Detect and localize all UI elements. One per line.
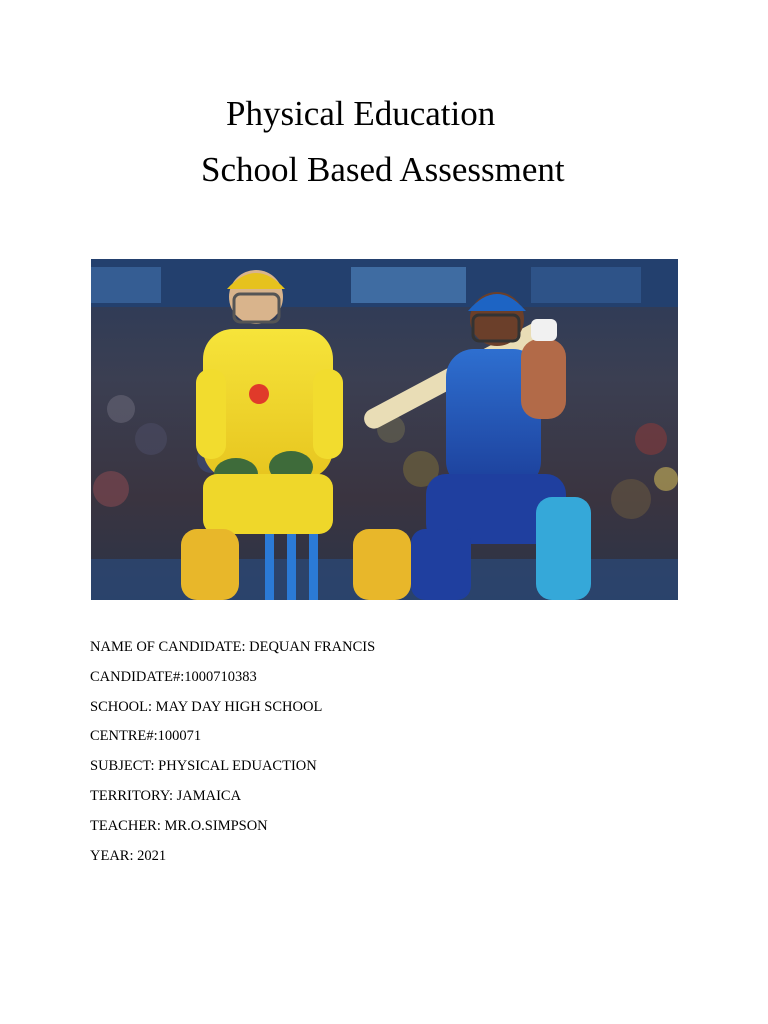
detail-line [90,819,375,849]
title-line-1: Physical Education [226,94,496,133]
detail-label: TEACHER [90,817,157,834]
detail-label: NAME OF CANDIDATE [90,639,242,655]
title-line-2: School Based Assessment [201,150,565,189]
detail-label: CENTRE# [90,728,154,745]
detail-line [90,849,375,879]
detail-line [90,759,375,789]
detail-separator: : [241,639,250,655]
detail-value: MAY DAY HIGH SCHOOL [155,698,323,715]
detail-label: YEAR [90,847,130,864]
detail-value: 100071 [157,728,202,745]
candidate-details [90,640,375,878]
detail-label: SUBJECT [90,758,151,775]
detail-separator: : [156,817,165,834]
detail-line [90,789,375,819]
cricket-photo [91,259,678,600]
detail-line [90,670,375,700]
detail-value: MR.O.SIMPSON [164,817,268,834]
detail-value: PHYSICAL EDUACTION [158,758,317,775]
detail-line [90,700,375,730]
detail-line [90,729,375,759]
detail-value: 1000710383 [184,668,257,685]
detail-separator: : [153,728,158,745]
detail-separator: : [148,698,156,715]
detail-line [90,640,375,670]
detail-separator: : [168,787,177,804]
detail-label: CANDIDATE# [90,668,181,685]
detail-separator: : [129,847,138,864]
detail-label: SCHOOL [90,698,149,715]
detail-separator: : [180,668,185,685]
detail-separator: : [150,758,159,775]
detail-value: 2021 [137,847,167,864]
detail-value: JAMAICA [176,787,242,804]
detail-label: TERRITORY [90,787,169,804]
detail-value: DEQUAN FRANCIS [249,639,376,655]
